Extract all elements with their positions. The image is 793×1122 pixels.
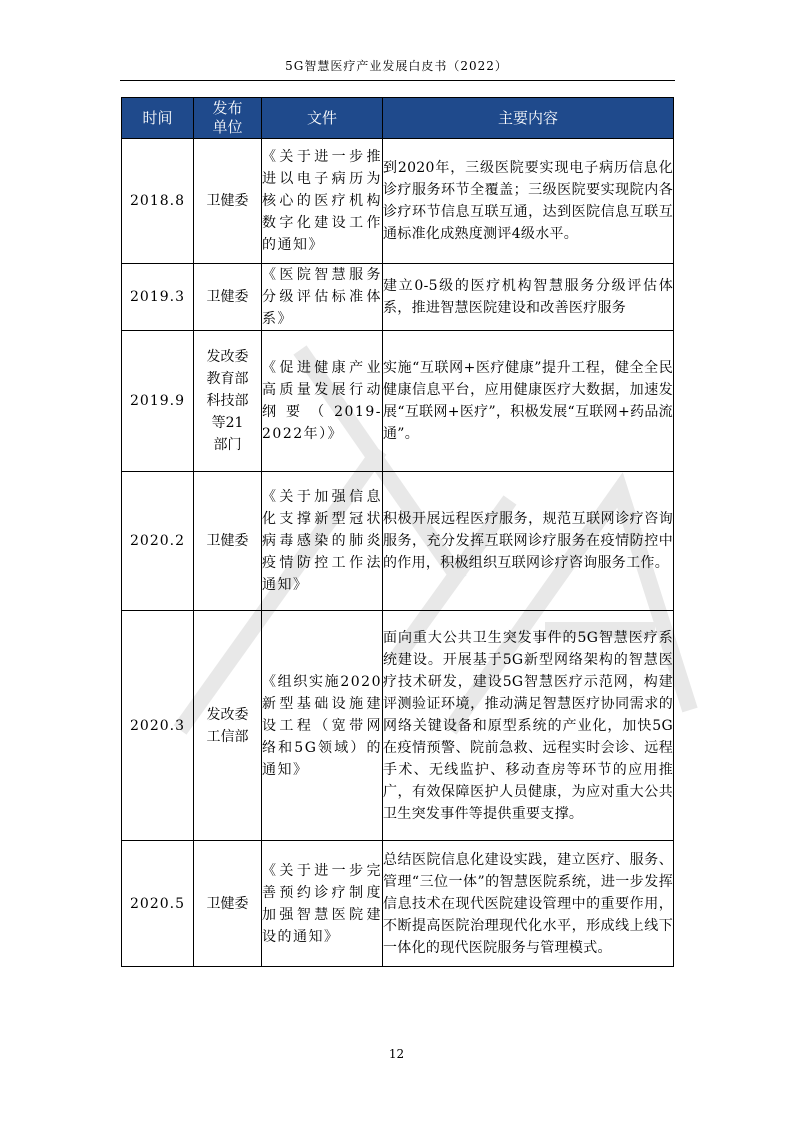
cell-unit: 卫健委 <box>194 472 262 611</box>
cell-content: 建立0-5级的医疗机构智慧服务分级评估体系，推进智慧医院建设和改善医疗服务 <box>383 264 674 331</box>
column-header-file: 文件 <box>262 98 383 139</box>
cell-unit: 卫健委 <box>194 139 262 264</box>
cell-unit: 发改委 工信部 <box>194 611 262 841</box>
cell-unit: 卫健委 <box>194 841 262 967</box>
cell-file: 《关于进一步完善预约诊疗制度加强智慧医院建设的通知》 <box>262 841 383 967</box>
cell-time: 2018.8 <box>122 139 194 264</box>
cell-time: 2019.9 <box>122 331 194 472</box>
table-row <box>122 139 674 264</box>
cell-file: 《关于进一步推进以电子病历为核心的医疗机构数字化建设工作的通知》 <box>262 139 383 264</box>
cell-unit: 卫健委 <box>194 264 262 331</box>
cell-content: 总结医院信息化建设实践，建立医疗、服务、管理“三位一体”的智慧医院系统，进一步发挥信息技术在现代医院建设管理中的重要作用，不断提高医院治理现代化水平，形成线上线下一体化的现代医院服务与管理模式。 <box>383 841 674 967</box>
table-row <box>122 331 674 472</box>
cell-file: 《医院智慧服务分级评估标准体系》 <box>262 264 383 331</box>
cell-time: 2020.3 <box>122 611 194 841</box>
cell-content: 面向重大公共卫生突发事件的5G智慧医疗系统建设。开展基于5G新型网络架构的智慧医疗技术研发，建设5G智慧医疗示范网，构建评测验证环境，推动满足智慧医疗协同需求的网络关键设备和原型系统的产业化，加快5G在疫情预警、院前急救、远程实时会诊、远程手术、无线监护、移动查房等环节的应用推广，有效保障医护人员健康，为应对重大公共卫生突发事件等提供重要支撑。 <box>383 611 674 841</box>
column-header-content: 主要内容 <box>383 98 674 139</box>
cell-content: 积极开展远程医疗服务，规范互联网诊疗咨询服务，充分发挥互联网诊疗服务在疫情防控中的作用，积极组织互联网诊疗咨询服务工作。 <box>383 472 674 611</box>
table-row <box>122 472 674 611</box>
policy-table <box>121 97 674 967</box>
table-header-row <box>122 98 674 139</box>
cell-time: 2020.2 <box>122 472 194 611</box>
header-rule <box>120 80 675 81</box>
cell-file: 《组织实施2020新型基础设施建设工程（宽带网络和5G领域）的通知》 <box>262 611 383 841</box>
cell-unit: 发改委 教育部 科技部 等21 部门 <box>194 331 262 472</box>
table-row <box>122 611 674 841</box>
column-header-unit: 发布 单位 <box>194 98 262 139</box>
table-row <box>122 264 674 331</box>
table-row <box>122 841 674 967</box>
running-header-title: 5G智慧医疗产业发展白皮书（2022） <box>285 59 508 73</box>
cell-file: 《关于加强信息化支撑新型冠状病毒感染的肺炎疫情防控工作法通知》 <box>262 472 383 611</box>
cell-content: 到2020年，三级医院要实现电子病历信息化诊疗服务环节全覆盖；三级医院要实现院内各诊疗环节信息互联互通，达到医院信息互联互通标准化成熟度测评4级水平。 <box>383 139 674 264</box>
cell-content: 实施“互联网+医疗健康”提升工程，健全全民健康信息平台，应用健康医疗大数据，加速发展“互联网+医疗”，积极发展“互联网+药品流通”。 <box>383 331 674 472</box>
cell-file: 《促进健康产业高质量发展行动纲要（2019-2022年）》 <box>262 331 383 472</box>
cell-time: 2020.5 <box>122 841 194 967</box>
cell-time: 2019.3 <box>122 264 194 331</box>
column-header-time: 时间 <box>122 98 194 139</box>
page-number: 12 <box>388 1047 405 1061</box>
